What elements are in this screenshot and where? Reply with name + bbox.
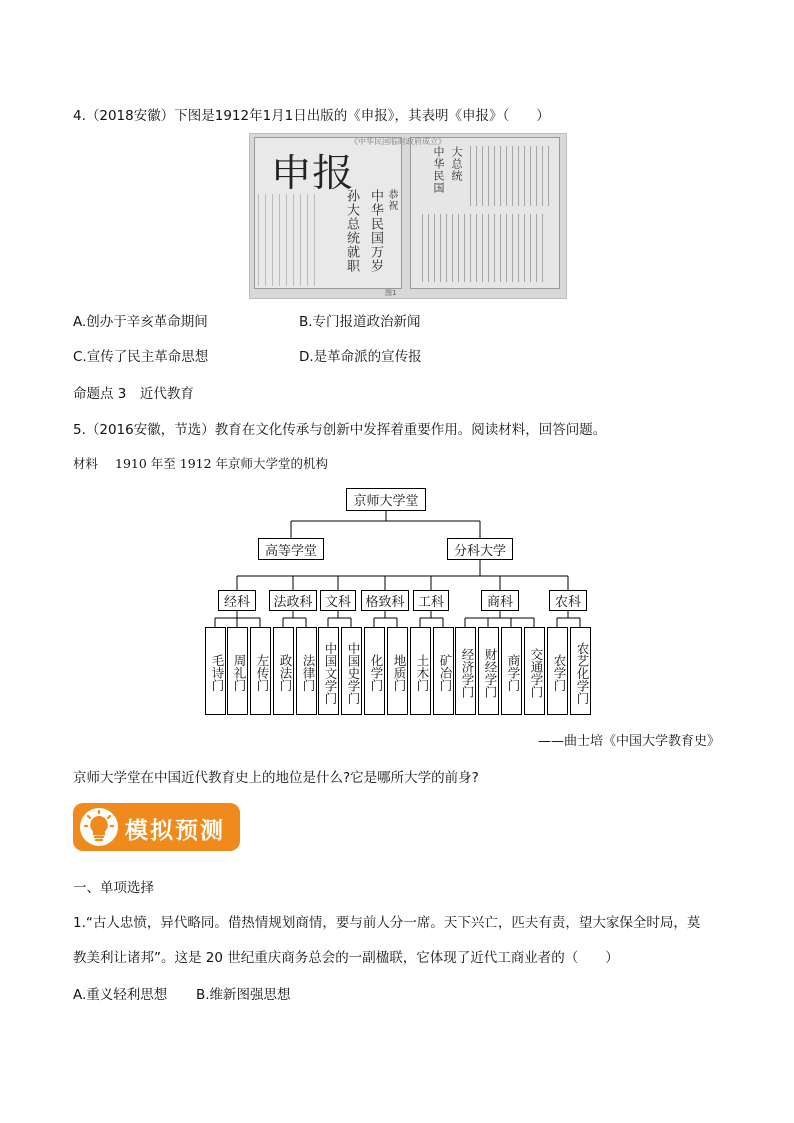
section-heading: 一、单项选择	[73, 880, 154, 896]
image-caption: 图1	[385, 289, 397, 297]
chart-node-gezhike: 格致科	[361, 590, 409, 611]
q5-question: 京师大学堂在中国近代教育史上的地位是什么?它是哪所大学的前身?	[73, 770, 479, 786]
mock-prediction-banner	[73, 803, 240, 851]
chart-leaf: 中国史学门	[341, 627, 362, 715]
chart-leaf: 农艺化学门	[570, 627, 591, 715]
chart-leaf: 矿冶门	[433, 627, 454, 715]
chart-node-jingke: 经科	[218, 590, 256, 611]
banner-label: 模拟预测	[125, 818, 225, 844]
q4-stem: 4.（2018安徽）下图是1912年1月1日出版的《申报》，其表明《申报》（ ）	[73, 108, 550, 124]
material-title: 1910 年至 1912 年京师大学堂的机构	[115, 456, 329, 471]
chart-leaf: 经济学门	[455, 627, 476, 715]
chart-root-node: 京师大学堂	[346, 488, 426, 511]
newspaper-column-c: 恭祝	[386, 189, 397, 211]
q4-option-a[interactable]: A.创办于辛亥革命期间	[73, 314, 208, 330]
q4-option-d[interactable]: D.是革命派的宣传报	[299, 349, 422, 365]
chart-leaf: 地质门	[387, 627, 408, 715]
material-label: 材料	[73, 456, 99, 471]
chart-leaf: 政法门	[273, 627, 294, 715]
chart-node-gongke: 工科	[413, 590, 449, 611]
chart-leaf: 周礼门	[227, 627, 248, 715]
q4-option-c[interactable]: C.宣传了民主革命思想	[73, 349, 209, 365]
q4-option-b[interactable]: B.专门报道政治新闻	[299, 314, 421, 330]
chart-leaf: 商学门	[501, 627, 522, 715]
lightbulb-icon	[80, 808, 118, 846]
chart-leaf: 毛诗门	[205, 627, 226, 715]
topic-heading: 命题点 3 近代教育	[73, 386, 194, 402]
chart-node-fenke: 分科大学	[447, 538, 513, 560]
chart-leaf: 中国文学门	[318, 627, 339, 715]
material-source: ——曲士培《中国大学教育史》	[538, 734, 721, 749]
newspaper-header-faint: 《中华民国临时政府成立》	[350, 137, 446, 146]
chart-node-nongke: 农科	[549, 590, 587, 611]
chart-node-gaodeng: 高等学堂	[258, 538, 324, 560]
chart-leaf: 农学门	[547, 627, 568, 715]
newspaper-column-a: 孙大总统就职	[344, 189, 359, 273]
newspaper-masthead: 申报	[270, 151, 354, 195]
chart-node-fazhengke: 法政科	[269, 590, 317, 611]
chart-leaf: 交通学门	[524, 627, 545, 715]
q5-stem: 5.（2016安徽，节选）教育在文化传承与创新中发挥着重要作用。阅读材料，回答问题。	[73, 422, 607, 438]
q1-stem-line1: 1.“古人忠愤，异代略同。借热情规划商情，要与前人分一席。天下兴亡，匹夫有责，望大家保全时局，莫	[73, 915, 701, 931]
q1-option-a[interactable]: A.重义轻利思想	[73, 987, 168, 1003]
chart-leaf: 左传门	[250, 627, 271, 715]
chart-node-shangke: 商科	[481, 590, 519, 611]
newspaper-column-b: 中华民国万岁	[368, 189, 383, 273]
q1-option-b[interactable]: B.维新图强思想	[196, 987, 291, 1003]
chart-leaf: 财经学门	[478, 627, 499, 715]
newspaper-right-sub: 大总统	[450, 146, 463, 182]
chart-leaf: 土木门	[410, 627, 431, 715]
newspaper-right-heading: 中华民国	[432, 146, 445, 194]
chart-leaf: 法律门	[296, 627, 317, 715]
chart-node-wenke: 文科	[320, 590, 356, 611]
chart-leaf: 化学门	[364, 627, 385, 715]
q1-stem-line2: 教美利让诸邦”。这是 20 世纪重庆商务总会的一副楹联，它体现了近代工商业者的（ ）	[73, 950, 619, 966]
